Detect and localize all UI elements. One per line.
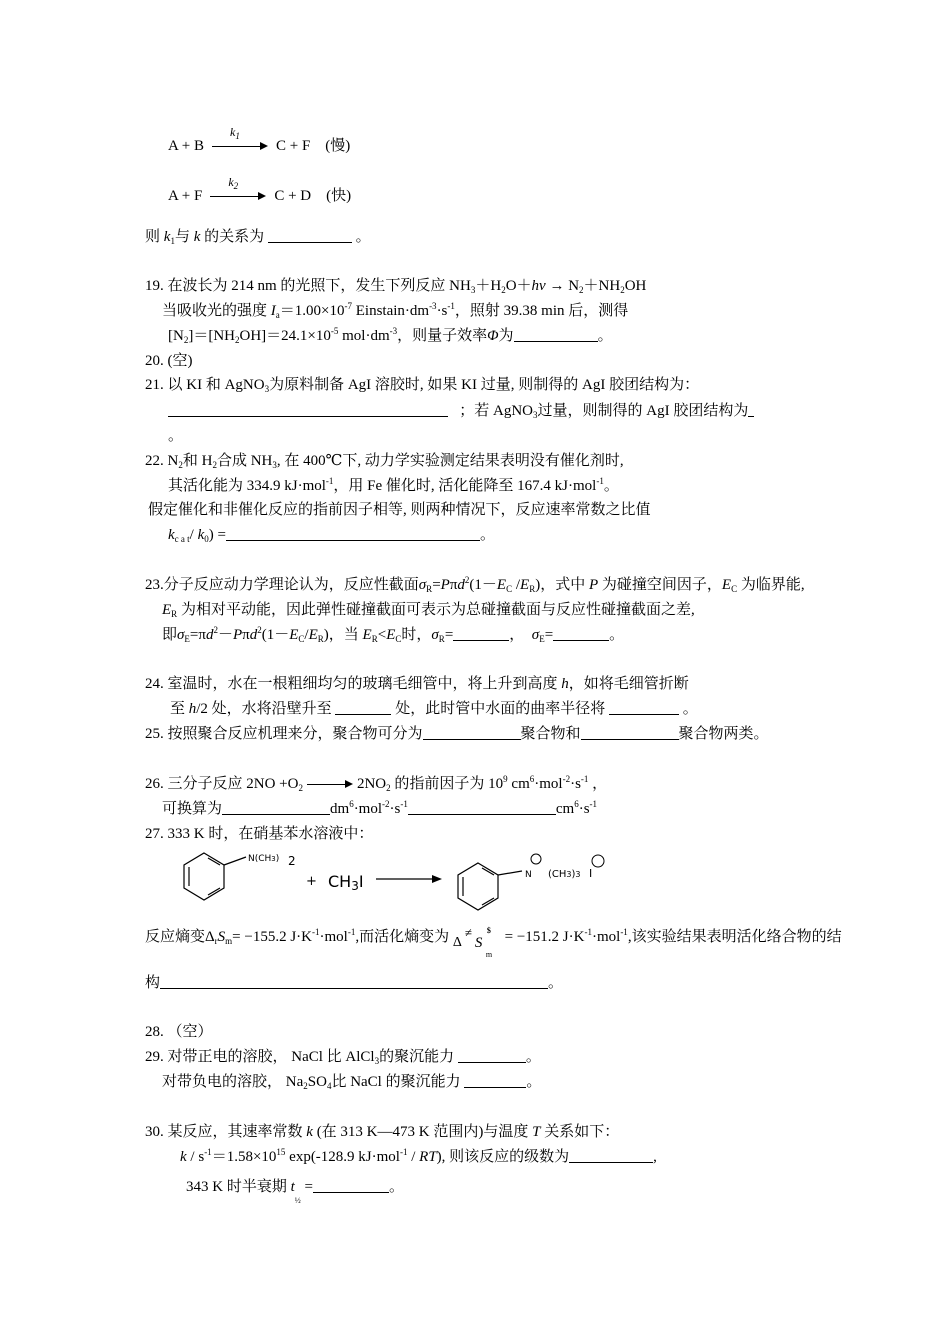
q30-line-1: 30. 某反应，其速率常数 k (在 313 K—473 K 范围内)与温度 T 关系如下： — [145, 1124, 620, 1140]
q19-line-3: $[N_2]=[NH_2OH]=24.1\times 10^{-5}$ $mol\cdot dm^{-3}$，则量子效率Φ为 。 — [168, 326, 613, 345]
arrow-right-icon — [376, 875, 442, 883]
answer-blank[interactable] — [458, 1048, 526, 1063]
q18-line: 则 $k_1$与 k 的关系为 。 — [145, 229, 371, 246]
answer-blank[interactable] — [168, 402, 448, 417]
answer-blank[interactable] — [464, 1073, 526, 1088]
amine-subscript: 2 — [288, 854, 296, 868]
q23-line-2: $E_R$ 为相对平动能，因此弹性碰撞截面可表示为总碰撞截面与反应性碰撞截面之差, — [162, 602, 695, 619]
q29-line-2: 对带负电的溶胶， $Na_2SO_4$比 NaCl 的聚沉能力 。 — [162, 1074, 542, 1091]
q21-line-1: 21. 以 KI 和 AgNO$_3$为原料制备 AgI 溶胶时, 如果 KI 过量, 则制得的 AgI 胶团结构为： — [145, 377, 700, 394]
q24-line-1: 24. 室温时，水在一根粗细均匀的玻璃毛细管中，将上升到高度 h，如将毛细管折断 — [145, 676, 689, 692]
benzene-ring-icon — [184, 853, 246, 900]
answer-blank[interactable] — [514, 327, 598, 342]
q22-line-1: 22. $N_2$和 $H_2$合成 $NH_3$, 在 400℃下, 动力学实验测定结果表明没有催化剂时, — [145, 453, 624, 470]
benzene-ring-icon — [458, 863, 522, 910]
trimethyl-group-label: (CH3)3 — [548, 869, 581, 880]
answer-blank[interactable] — [408, 800, 556, 815]
reaction-arrow: $k_2$ — [210, 187, 266, 205]
answer-blank[interactable] — [569, 1148, 653, 1163]
answer-blank[interactable] — [423, 725, 521, 740]
q21-line-3: 。 — [168, 428, 184, 444]
q22-line-4: $k_{c a t}/$ $k_0$) = 。 — [168, 527, 495, 544]
q30-line-2: $k / s^{-1}=1.58\times 10^{15}$ exp(-128.9 kJ·mol$^{-1}$ / RT), 则该反应的级数为 , — [180, 1147, 657, 1165]
q28-line: 28. （空） — [145, 1024, 213, 1040]
q19-line-2: 当吸收光的强度 $I_a=1.00\times 10^{-7}$ $Einstain\cdot dm^{-3}\cdot s^{-1}$，照射 39.38 min 后，测得 — [162, 301, 629, 320]
reaction-2: A + F $k_2$ C + D (快) — [168, 175, 352, 204]
answer-blank[interactable] — [453, 626, 509, 641]
q27-line-3: 构 。 — [145, 975, 564, 991]
plus-sign: + — [306, 874, 317, 889]
methyl-iodide-label: CH3I — [328, 872, 364, 893]
answer-blank[interactable] — [581, 725, 679, 740]
reaction-arrow: $k_1$ — [212, 137, 268, 155]
q23-line-3: 即$\sigma_E=\pi d^2-P\pi d^2(1-E_C/E_R)$，当 $E_R<E_C$时，$\sigma_R=$ ， $\sigma_E=$ 。 — [162, 625, 625, 644]
iodide-label: I — [589, 867, 593, 880]
q25-line: 25. 按照聚合反应机理来分，聚合物可分为 聚合物和 聚合物两类。 — [145, 726, 769, 742]
answer-blank[interactable] — [335, 700, 391, 715]
q29-line-1: 29. 对带正电的溶胶， NaCl 比 AlCl$_3$的聚沉能力 。 — [145, 1049, 541, 1066]
answer-blank[interactable] — [160, 974, 548, 989]
q20-line: 20. (空) — [145, 353, 193, 369]
answer-blank[interactable] — [268, 228, 352, 243]
ammonium-n-label: N — [525, 870, 532, 880]
q19-line-1: 19. 在波长为 214 nm 的光照下，发生下列反应 $NH_3+H_2O+h\nu \to N_2+NH_2OH$ — [145, 278, 647, 295]
q22-line-3: 假定催化和非催化反应的指前因子相等, 则两种情况下，反应速率常数之比值 — [148, 502, 651, 518]
answer-blank[interactable] — [222, 800, 330, 815]
q24-line-2: 至 h/2 处，水将沿壁升至 处，此时管中水面的曲率半径将 。 — [170, 701, 698, 717]
q21-line-2: ；若 AgNO$_3$过量，则制得的 AgI 胶团结构为 — [168, 402, 754, 420]
negative-charge-icon — [592, 855, 604, 867]
amine-group-label: N(CH3) — [248, 854, 280, 864]
q26-line-1: 26. 三分子反应 $2NO +O_2$ $2NO_2$ 的指前因子为 $10^9$ $cm^6\cdot mol^{-2}\cdot s^{-1}$ ， — [145, 774, 608, 793]
q27-line-1: 27. 333 K 时，在硝基苯水溶液中： — [145, 826, 374, 842]
answer-blank[interactable] — [553, 626, 609, 641]
answer-blank[interactable] — [609, 700, 679, 715]
q23-line-1: 23.分子反应动力学理论认为，反应性截面$\sigma_R=P\pi d^2(1-E_C$ $/E_R$)，式中 P 为碰撞空间因子，$E_C$ 为临界能, — [145, 575, 805, 594]
q26-line-2: 可换算为 $dm^6\cdot mol^{-2}\cdot s^{-1}$ $cm^6\cdot s^{-1}$ — [162, 799, 598, 817]
answer-blank[interactable] — [226, 526, 480, 541]
reaction-1: A + B $k_1$ C + F (慢) — [168, 125, 351, 154]
q22-line-2: 其活化能为 334.9 kJ·mol$^{-1}$，用 Fe 催化时, 活化能降至 167.4 kJ·mol$^{-1}$。 — [168, 476, 619, 494]
answer-blank[interactable] — [313, 1178, 389, 1193]
reaction-arrow — [307, 775, 353, 793]
positive-charge-icon — [531, 854, 541, 864]
q27-line-2: 反应熵变$\Delta_rS_m= -155.2$ $J\cdot K^{-1}\cdot mol^{-1}$,而活化熵变为 Δ ≠ S $ m = −151.2 $J\cdot K^{-1}\cdot mol^{-1}$,该实验结果表明活化络合物的结 — [145, 925, 842, 959]
reaction-scheme — [180, 845, 640, 915]
activation-entropy-symbol: Δ ≠ S $ m — [452, 925, 493, 959]
answer-blank[interactable] — [748, 402, 754, 417]
q30-line-3: 343 K 时半衰期 $t_{\frac{1}{2}}$ = 。 — [186, 1179, 404, 1205]
